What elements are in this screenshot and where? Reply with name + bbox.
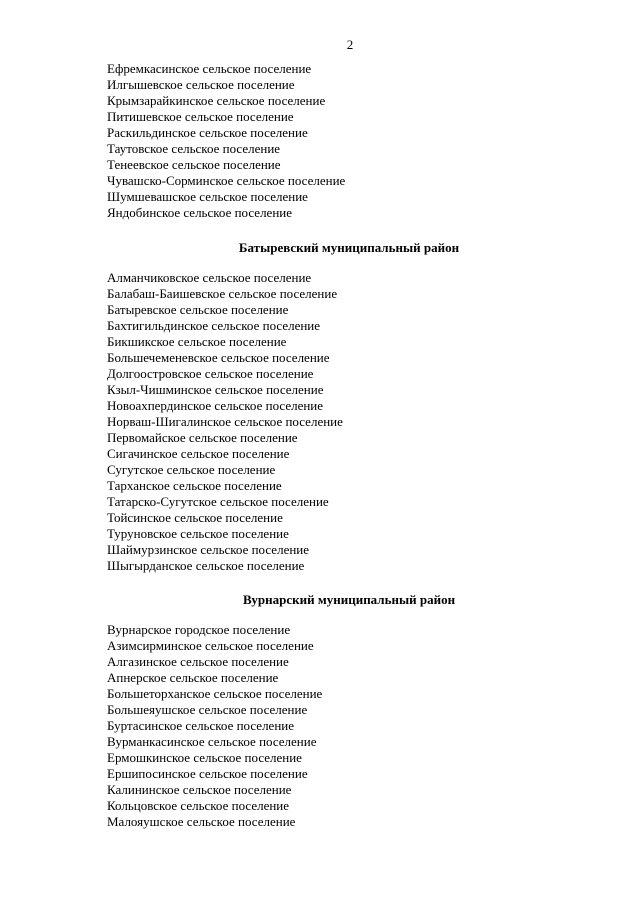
list-item: Ершипосинское сельское поселение — [107, 766, 308, 781]
list-item: Туруновское сельское поселение — [107, 526, 289, 541]
list-item: Калининское сельское поселение — [107, 782, 292, 797]
list-item: Азимсирминское сельское поселение — [107, 638, 314, 653]
list-item: Раскильдинское сельское поселение — [107, 125, 308, 140]
list-item: Кзыл-Чишминское сельское поселение — [107, 382, 324, 397]
list-item: Первомайское сельское поселение — [107, 430, 298, 445]
list-item: Батыревское сельское поселение — [107, 302, 289, 317]
list-item: Крымзарайкинское сельское поселение — [107, 93, 326, 108]
list-item: Буртасинское сельское поселение — [107, 718, 295, 733]
document-body — [107, 61, 587, 830]
list-item: Чувашско-Сорминское сельское поселение — [107, 173, 346, 188]
list-item: Тенеевское сельское поселение — [107, 157, 281, 172]
list-item: Большечеменевское сельское поселение — [107, 350, 330, 365]
page-number: 2 — [346, 37, 354, 52]
list-item: Апнерское сельское поселение — [107, 670, 279, 685]
list-item: Тойсинское сельское поселение — [107, 510, 283, 525]
list-item: Малояушское сельское поселение — [107, 814, 296, 829]
settlement-list-vurnarsky — [107, 622, 587, 830]
list-item: Большеторханское сельское поселение — [107, 686, 323, 701]
list-item: Долгоостровское сельское поселение — [107, 366, 314, 381]
list-item: Сигачинское сельское поселение — [107, 446, 290, 461]
list-item: Бахтигильдинское сельское поселение — [107, 318, 321, 333]
list-item: Вурнарское городское поселение — [107, 622, 291, 637]
list-item: Таутовское сельское поселение — [107, 141, 281, 156]
list-item: Новоахпердинское сельское поселение — [107, 398, 324, 413]
settlement-list-continued — [107, 61, 587, 221]
list-item: Ермошкинское сельское поселение — [107, 750, 302, 765]
list-item: Шыгырданское сельское поселение — [107, 558, 305, 573]
list-item: Илгышевское сельское поселение — [107, 77, 295, 92]
section-heading-batyrevsky: Батыревский муниципальный район — [238, 240, 460, 255]
list-item: Кольцовское сельское поселение — [107, 798, 290, 813]
list-item: Сугутское сельское поселение — [107, 462, 276, 477]
list-item: Шумшевашское сельское поселение — [107, 189, 308, 204]
list-item: Алманчиковское сельское поселение — [107, 270, 312, 285]
list-item: Ефремкасинское сельское поселение — [107, 61, 312, 76]
list-item: Шаймурзинское сельское поселение — [107, 542, 310, 557]
list-item: Балабаш-Баишевское сельское поселение — [107, 286, 338, 301]
list-item: Вурманкасинское сельское поселение — [107, 734, 317, 749]
list-item: Бикшикское сельское поселение — [107, 334, 287, 349]
list-item: Тарханское сельское поселение — [107, 478, 282, 493]
list-item: Алгазинское сельское поселение — [107, 654, 289, 669]
list-item: Яндобинское сельское поселение — [107, 205, 293, 220]
list-item: Питишевское сельское поселение — [107, 109, 294, 124]
list-item: Большеяушское сельское поселение — [107, 702, 308, 717]
settlement-list-batyrevsky — [107, 270, 587, 574]
list-item: Норваш-Шигалинское сельское поселение — [107, 414, 343, 429]
list-item: Татарско-Сугутское сельское поселение — [107, 494, 329, 509]
section-heading-vurnarsky: Вурнарский муниципальный район — [242, 592, 456, 607]
